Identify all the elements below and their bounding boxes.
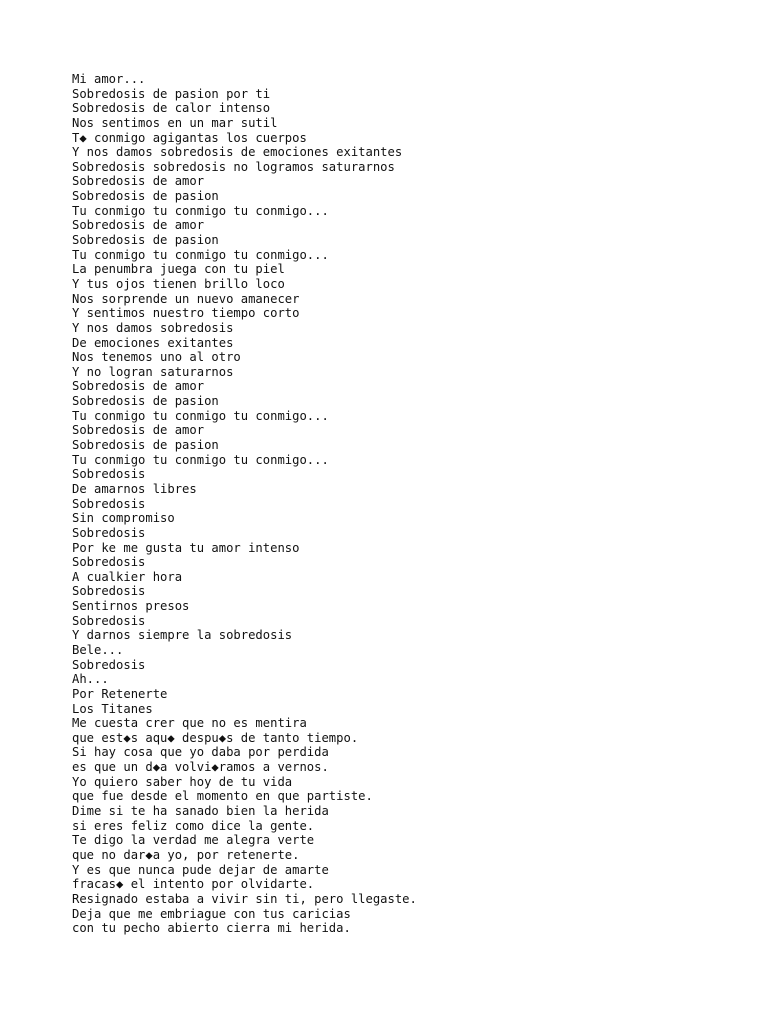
lyric-line: Sobredosis (72, 555, 146, 570)
lyric-line: si eres feliz como dice la gente. (72, 818, 315, 833)
lyric-line: Mi amor... (72, 72, 146, 86)
lyric-line: Sobredosis (72, 584, 146, 599)
lyric-line: Y sentimos nuestro tiempo corto (72, 306, 300, 321)
lyric-line: Resignado estaba a vivir sin ti, pero llegaste. (72, 891, 417, 906)
lyric-line: Sobredosis de pasion (72, 189, 219, 204)
lyric-line: Por ke me gusta tu amor intenso (72, 540, 300, 555)
lyrics-text (72, 72, 417, 936)
lyric-line: Tu conmigo tu conmigo tu conmigo... (72, 452, 329, 467)
lyric-line: Tu conmigo tu conmigo tu conmigo... (72, 408, 329, 423)
lyric-line: La penumbra juega con tu piel (72, 262, 285, 277)
lyric-line: Sobredosis (72, 657, 146, 672)
lyric-line: Sobredosis de amor (72, 379, 205, 394)
lyric-line: que no dar◆a yo, por retenerte. (72, 847, 300, 862)
lyric-line: Bele... (72, 642, 124, 657)
lyric-line: Sin compromiso (72, 511, 175, 526)
lyric-line: Y no logran saturarnos (72, 364, 234, 379)
lyric-line: Nos tenemos uno al otro (72, 350, 241, 365)
lyric-line: Sobredosis (72, 467, 146, 482)
lyric-line: Yo quiero saber hoy de tu vida (72, 774, 293, 789)
lyric-line: Si hay cosa que yo daba por perdida (72, 745, 329, 760)
lyric-line: Sobredosis de amor (72, 174, 205, 189)
lyric-line: Por Retenerte (72, 686, 168, 701)
lyric-line: Sobredosis de amor (72, 218, 205, 233)
lyric-line: Sobredosis (72, 496, 146, 511)
lyric-line: Sobredosis de pasion (72, 438, 219, 453)
lyric-line: Sobredosis sobredosis no logramos saturarnos (72, 159, 395, 174)
lyric-line: T◆ conmigo agigantas los cuerpos (72, 130, 307, 145)
lyric-line: que fue desde el momento en que partiste. (72, 789, 373, 804)
lyric-line: Y nos damos sobredosis (72, 320, 234, 335)
lyric-line: Sobredosis de calor intenso (72, 101, 271, 116)
lyric-line: fracas◆ el intento por olvidarte. (72, 877, 315, 892)
lyric-line: Y nos damos sobredosis de emociones exitantes (72, 145, 403, 160)
lyric-line: De amarnos libres (72, 481, 197, 496)
lyric-line: Tu conmigo tu conmigo tu conmigo... (72, 203, 329, 218)
lyric-line: Sobredosis (72, 525, 146, 540)
lyric-line: con tu pecho abierto cierra mi herida. (72, 921, 351, 936)
lyric-line: Sobredosis (72, 613, 146, 628)
lyric-line: Y darnos siempre la sobredosis (72, 628, 293, 643)
lyric-line: Sobredosis de pasion por ti (72, 86, 271, 101)
lyric-line: es que un d◆a volvi◆ramos a vernos. (72, 760, 329, 775)
lyric-line: Y es que nunca pude dejar de amarte (72, 862, 329, 877)
lyric-line: Sobredosis de pasion (72, 394, 219, 409)
lyric-line: Y tus ojos tienen brillo loco (72, 276, 285, 291)
lyric-line: A cualkier hora (72, 569, 183, 584)
lyric-line: Nos sorprende un nuevo amanecer (72, 291, 300, 306)
lyric-line: Te digo la verdad me alegra verte (72, 833, 315, 848)
lyric-line: Sobredosis de pasion (72, 233, 219, 248)
lyric-line: Sobredosis de amor (72, 423, 205, 438)
lyric-line: Ah... (72, 672, 109, 687)
lyric-line: Deja que me embriague con tus caricias (72, 906, 351, 921)
lyric-line: Sentirnos presos (72, 599, 190, 614)
lyric-line: Me cuesta crer que no es mentira (72, 716, 307, 731)
lyric-line: Dime si te ha sanado bien la herida (72, 804, 329, 819)
lyric-line: que est◆s aqu◆ despu◆s de tanto tiempo. (72, 730, 359, 745)
lyric-line: Nos sentimos en un mar sutil (72, 115, 278, 130)
lyric-line: Los Titanes (72, 701, 153, 716)
lyric-line: De emociones exitantes (72, 335, 234, 350)
lyric-line: Tu conmigo tu conmigo tu conmigo... (72, 247, 329, 262)
